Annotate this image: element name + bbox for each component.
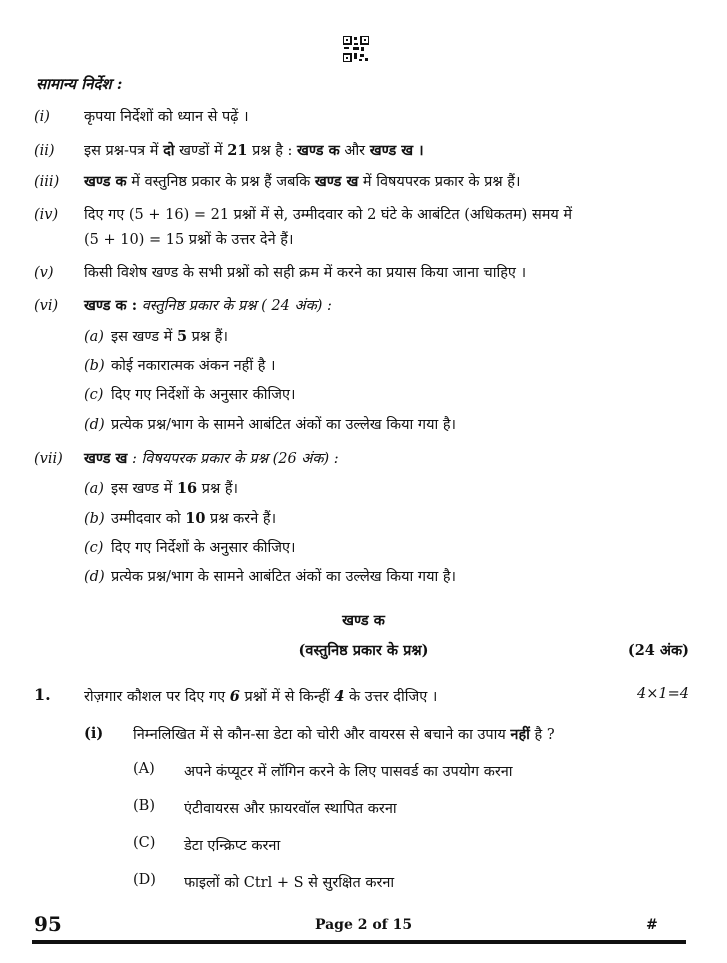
page-number: Page 2 of 15: [314, 917, 413, 933]
instruction-text: खण्ड क : वस्तुनिष्ठ प्रकार के प्रश्न ( 24 अंक) :: [84, 297, 332, 314]
instruction-text-line2: (5 + 10) = 15 प्रश्नों के उत्तर देने हैं।: [84, 232, 294, 248]
option-text: अपने कंप्यूटर में लॉगिन करने के लिए पासवर्ड का उपयोग करना: [184, 764, 513, 780]
instruction-number: (ii): [34, 143, 55, 159]
instruction-text: खण्ड क में वस्तुनिष्ठ प्रकार के प्रश्न हैं जबकि खण्ड ख में विषयपरक प्रकार के प्रश्न हैं।: [84, 173, 521, 190]
option-label: (D): [133, 872, 156, 888]
qr-code-icon: [343, 36, 369, 62]
general-instructions-heading: सामान्य निर्देश :: [36, 75, 123, 93]
option-text: फाइलों को Ctrl + S से सुरक्षित करना: [184, 875, 395, 891]
question-text: रोज़गार कौशल पर दिए गए 6 प्रश्नों में से किन्हीं 4 के उत्तर दीजिए ।: [84, 688, 438, 705]
section-title: खण्ड क: [342, 612, 385, 629]
option-label: (A): [133, 761, 155, 777]
instruction-text: खण्ड ख : विषयपरक प्रकार के प्रश्न (26 अंक) :: [84, 450, 339, 467]
option-text: डेटा एन्क्रिप्ट करना: [184, 838, 281, 854]
question-number: 1.: [34, 685, 51, 704]
option-label: (C): [133, 835, 156, 851]
instruction-number: (iii): [34, 174, 60, 190]
instruction-number: (i): [34, 109, 50, 125]
instruction-text: कृपया निर्देशों को ध्यान से पढ़ें ।: [84, 109, 249, 125]
instruction-number: (vi): [34, 298, 59, 314]
exam-page: सामान्य निर्देश : (i) कृपया निर्देशों को ध्यान से पढ़ें । (ii) इस प्रश्न-पत्र में दो खण्डों में 21 प्रश्न है : खण्ड क और खण्ड ख । (iii) खण्ड क में वस्तुनिष्ठ प्रकार के प्रश्न हैं जबकि खण्ड ख में विषयपरक प्रकार के प्रश्न हैं। (iv) दिए गए (5 + 16) = 21 प्रश्नों में से, उम्मीदवार को 2 घंटे के आबंटित (अधिकतम) समय में (5 + 10) = 15 प्रश्नों के उत्तर देने हैं। (v) किसी विशेष खण्ड के सभी प्रश्नों को सही क्रम में करने का प्रयास किया जाना चाहिए । (vi) खण्ड क : वस्तुनिष्ठ प्रकार के प्रश्न ( 24 अंक) : (a) इस खण्ड में 5 प्रश्न हैं। (b) कोई नकारात्मक अंकन नहीं है । (c) दिए गए निर्देशों के अनुसार कीजिए। (d) प्रत्येक प्रश्न/भाग के सामने आबंटित अंकों का उल्लेख किया गया है। (vii) खण्ड ख : विषयपरक प्रकार के प्रश्न (26 अंक) : (a) इस खण्ड में 16 प्रश्न हैं। (b) उम्मीदवार को 10 प्रश्न करने हैं। (c) दिए गए निर्देशों के अनुसार कीजिए। (d) प्रत्येक प्रश्न/भाग के सामने आबंटित अंकों का उल्लेख किया गया है। खण्ड क (वस्तुनिष्ठ प्रकार के प्रश्न) (24 अंक) 1. रोज़गार कौशल पर दिए गए 6 प्रश्नों में से किन्हीं 4 के उत्तर दीजिए । 4×1=4 (i) निम्नलिखित में से कौन-सा डेटा को चोरी और वायरस से बचाने का उपाय नहीं है ? (A) अपने कंप्यूटर में लॉगिन करने के लिए पासवर्ड का उपयोग करना (B) एंटीवायरस और फ़ायरवॉल स्थापित करना (C) डेटा एन्क्रिप्ट करना (D) फाइलों को Ctrl + S से सुरक्षित करना 95 Page 2 of 15 #: [0, 0, 727, 963]
sub-question-text: निम्नलिखित में से कौन-सा डेटा को चोरी और वायरस से बचाने का उपाय नहीं है ?: [133, 726, 555, 743]
question-marks: 4×1=4: [637, 686, 689, 702]
option-label: (B): [133, 798, 155, 814]
sub-question-number: (i): [84, 725, 104, 742]
section-subtitle: (वस्तुनिष्ठ प्रकार के प्रश्न): [298, 642, 429, 659]
instruction-text: इस प्रश्न-पत्र में दो खण्डों में 21 प्रश्न है : खण्ड क और खण्ड ख ।: [84, 142, 424, 159]
instruction-text: किसी विशेष खण्ड के सभी प्रश्नों को सही क्रम में करने का प्रयास किया जाना चाहिए ।: [84, 265, 527, 281]
footer-rule: [32, 940, 686, 944]
instruction-number: (vii): [34, 451, 63, 467]
instruction-number: (iv): [34, 207, 59, 223]
paper-code: 95: [34, 912, 62, 936]
section-marks: (24 अंक): [627, 642, 689, 659]
instruction-number: (v): [34, 265, 54, 281]
option-text: एंटीवायरस और फ़ायरवॉल स्थापित करना: [184, 801, 397, 817]
hash-mark: #: [646, 917, 658, 933]
instruction-text-line1: दिए गए (5 + 16) = 21 प्रश्नों में से, उम्मीदवार को 2 घंटे के आबंटित (अधिकतम) समय में: [84, 207, 573, 223]
